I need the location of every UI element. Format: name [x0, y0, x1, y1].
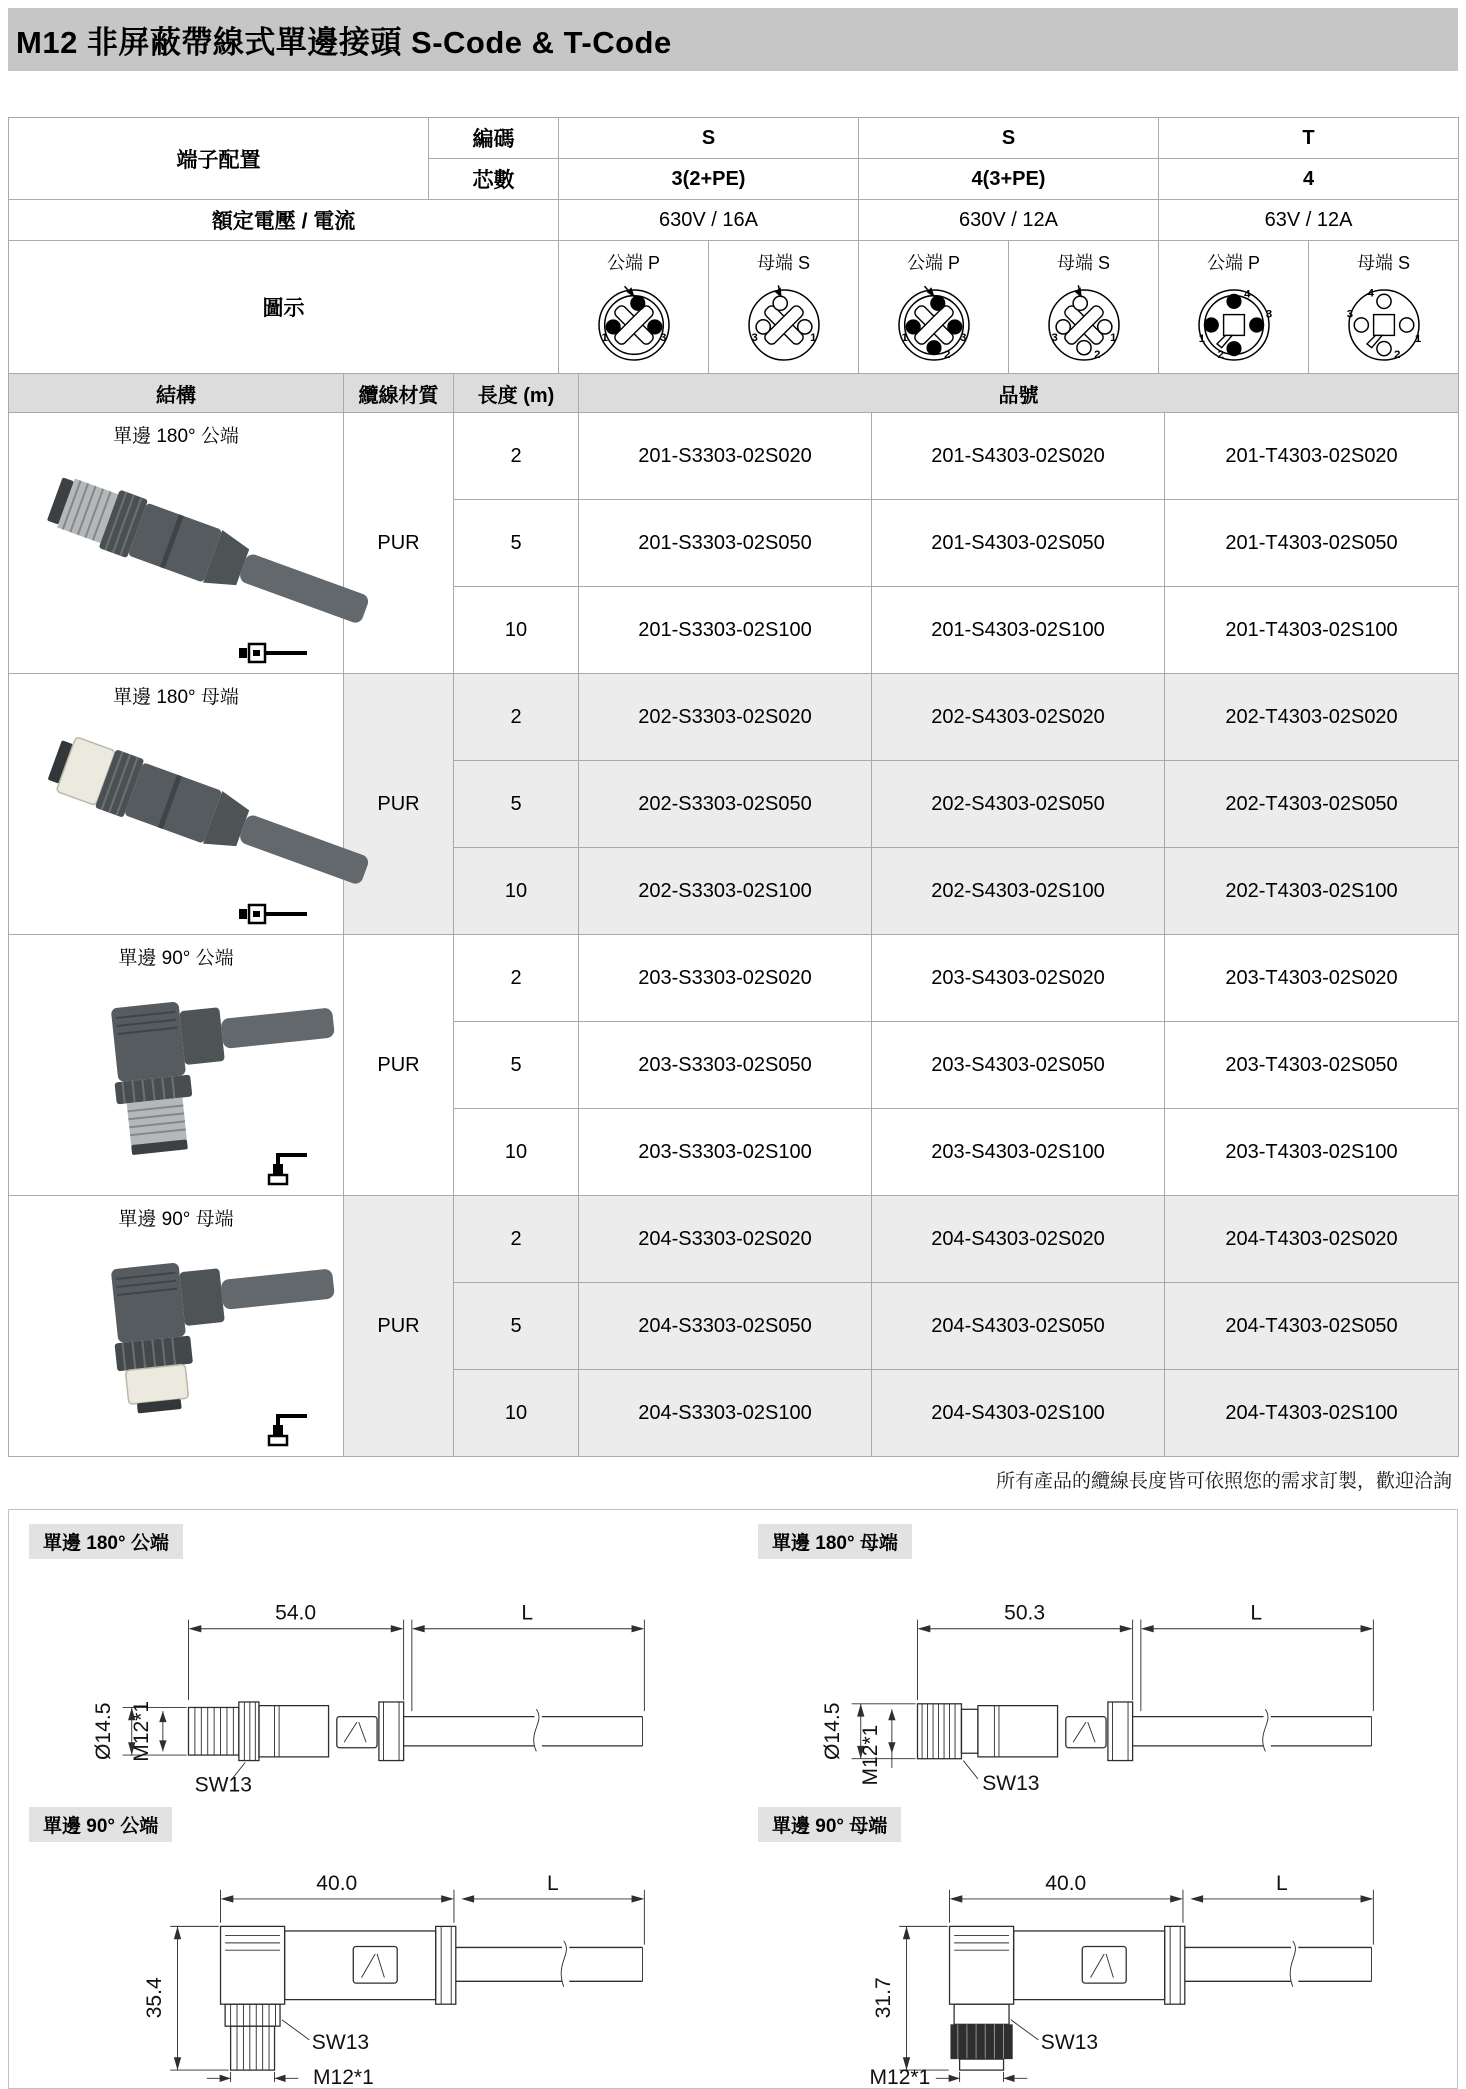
part-number-cell: 203-S4303-02S020 [872, 935, 1165, 1022]
rating-label: 額定電壓 / 電流 [9, 200, 559, 241]
pinout-cell [709, 241, 859, 374]
svg-text:35.4: 35.4 [143, 1977, 167, 2019]
connector-face-t4-female-icon [1332, 277, 1436, 373]
part-number-cell: 202-S3303-02S100 [579, 848, 872, 935]
part-number-cell: 201-S3303-02S020 [579, 413, 872, 500]
length-cell: 5 [454, 1022, 579, 1109]
drawing-label: 單邊 180° 公端 [29, 1524, 183, 1559]
connector-photo-180-female [21, 711, 331, 897]
part-number-cell: 202-S4303-02S100 [872, 848, 1165, 935]
svg-text:SW13: SW13 [982, 1771, 1040, 1795]
svg-text:L: L [521, 1601, 534, 1625]
svg-text:Ø14.5: Ø14.5 [820, 1702, 844, 1760]
length-cell: 5 [454, 1283, 579, 1370]
rating-value: 630V / 12A [859, 200, 1159, 241]
plug-schematic-180-icon [239, 902, 309, 926]
part-number-cell: 203-S4303-02S050 [872, 1022, 1165, 1109]
svg-text:1: 1 [1109, 332, 1116, 345]
part-number-cell: 201-S3303-02S050 [579, 500, 872, 587]
material-header: 纜線材質 [344, 374, 454, 413]
female-end-label: 母端 S [1056, 253, 1110, 273]
connector-photo-180-male [21, 450, 331, 636]
structure-title: 單邊 180° 母端 [113, 687, 239, 708]
connector-face-s4-male-icon [882, 277, 986, 373]
connector-photo-90-male [21, 972, 331, 1158]
svg-text:M12*1: M12*1 [869, 2065, 931, 2089]
svg-text:Ø14.5: Ø14.5 [91, 1702, 115, 1760]
spec-table [8, 117, 1459, 374]
cores-value: 4 [1159, 159, 1459, 200]
part-number-cell: 204-S4303-02S050 [872, 1283, 1165, 1370]
part-number-cell: 202-T4303-02S020 [1165, 674, 1459, 761]
drawing-90-female [746, 1803, 1449, 2089]
structure-header: 結構 [9, 374, 344, 413]
svg-text:40.0: 40.0 [1045, 1871, 1087, 1895]
drawing-label: 單邊 90° 母端 [758, 1807, 901, 1842]
part-number-cell: 204-S3303-02S020 [579, 1196, 872, 1283]
code-value: S [559, 118, 859, 159]
svg-text:L: L [546, 1871, 559, 1895]
length-cell: 2 [454, 1196, 579, 1283]
dimension-drawing-90-male [17, 1844, 717, 2089]
part-number-cell: 202-T4303-02S100 [1165, 848, 1459, 935]
length-cell: 2 [454, 674, 579, 761]
part-number-cell: 202-S4303-02S050 [872, 761, 1165, 848]
pinout-cell [1309, 241, 1459, 374]
structure-title: 單邊 90° 母端 [118, 1209, 234, 1230]
part-number-cell: 204-S3303-02S050 [579, 1283, 872, 1370]
svg-text:4: 4 [1243, 288, 1250, 301]
length-cell: 5 [454, 761, 579, 848]
svg-text:3: 3 [959, 332, 966, 345]
structure-cell [9, 674, 344, 935]
svg-text:1: 1 [1198, 333, 1205, 346]
connector-face-s3-male-icon [582, 277, 686, 373]
connector-face-s4-female-icon [1032, 277, 1136, 373]
structure-title: 單邊 180° 公端 [113, 426, 239, 447]
drawing-label: 單邊 90° 公端 [29, 1807, 172, 1842]
male-end-label: 公端 P [606, 253, 660, 273]
part-number-cell: 204-T4303-02S100 [1165, 1370, 1459, 1457]
svg-text:50.3: 50.3 [1004, 1601, 1046, 1625]
svg-text:3: 3 [1346, 308, 1353, 321]
length-header: 長度 (m) [454, 374, 579, 413]
plug-schematic-180-icon [239, 641, 309, 665]
length-cell: 10 [454, 587, 579, 674]
material-cell: PUR [344, 413, 454, 674]
pinout-cell [1009, 241, 1159, 374]
part-number-cell: 204-T4303-02S050 [1165, 1283, 1459, 1370]
connector-photo-90-female [21, 1233, 331, 1419]
pinout-cell [859, 241, 1009, 374]
drawing-180-female [746, 1520, 1449, 1799]
length-cell: 2 [454, 935, 579, 1022]
part-number-cell: 204-S4303-02S100 [872, 1370, 1165, 1457]
part-number-cell: 204-T4303-02S020 [1165, 1196, 1459, 1283]
part-number-cell: 201-S3303-02S100 [579, 587, 872, 674]
pinout-cell [1159, 241, 1309, 374]
svg-text:M12*1: M12*1 [312, 2065, 374, 2089]
svg-text:2: 2 [943, 349, 950, 362]
part-number-cell: 202-S3303-02S050 [579, 761, 872, 848]
svg-text:40.0: 40.0 [316, 1871, 358, 1895]
svg-text:3: 3 [1265, 308, 1272, 321]
part-number-cell: 201-T4303-02S020 [1165, 413, 1459, 500]
part-number-cell: 203-T4303-02S020 [1165, 935, 1459, 1022]
length-cell: 10 [454, 848, 579, 935]
terminal-config-label: 端子配置 [9, 118, 429, 200]
svg-text:3: 3 [659, 332, 666, 345]
dimension-drawing-180-female [746, 1561, 1446, 1799]
female-end-label: 母端 S [756, 253, 810, 273]
svg-text:2: 2 [1217, 349, 1224, 362]
svg-text:SW13: SW13 [194, 1773, 252, 1797]
svg-text:54.0: 54.0 [275, 1601, 317, 1625]
part-number-cell: 204-S4303-02S020 [872, 1196, 1165, 1283]
svg-text:3: 3 [751, 332, 758, 345]
svg-text:2: 2 [1093, 349, 1100, 362]
code-value: T [1159, 118, 1459, 159]
svg-text:1: 1 [601, 332, 608, 345]
pinout-cell [559, 241, 709, 374]
svg-text:M12*1: M12*1 [859, 1724, 883, 1786]
custom-length-note: 所有產品的纜線長度皆可依照您的需求訂製，歡迎洽詢 [995, 1471, 1452, 1492]
svg-text:SW13: SW13 [311, 2031, 370, 2055]
rating-value: 63V / 12A [1159, 200, 1459, 241]
cores-value: 4(3+PE) [859, 159, 1159, 200]
part-number-cell: 204-S3303-02S100 [579, 1370, 872, 1457]
part-number-cell: 202-S3303-02S020 [579, 674, 872, 761]
svg-text:31.7: 31.7 [872, 1977, 896, 2019]
svg-text:L: L [1250, 1601, 1263, 1625]
part-number-cell: 202-S4303-02S020 [872, 674, 1165, 761]
structure-title: 單邊 90° 公端 [118, 948, 234, 969]
part-number-header: 品號 [579, 374, 1459, 413]
drawing-90-male [17, 1803, 720, 2089]
part-number-cell: 201-S4303-02S100 [872, 587, 1165, 674]
part-number-cell: 201-S4303-02S020 [872, 413, 1165, 500]
part-number-cell: 203-S3303-02S050 [579, 1022, 872, 1109]
svg-text:SW13: SW13 [1040, 2031, 1099, 2055]
connector-face-t4-male-icon [1182, 277, 1286, 373]
part-number-cell: 203-S4303-02S100 [872, 1109, 1165, 1196]
svg-text:1: 1 [901, 332, 908, 345]
svg-text:1: 1 [809, 332, 816, 345]
structure-cell [9, 935, 344, 1196]
material-cell: PUR [344, 1196, 454, 1457]
cores-label: 芯數 [429, 159, 559, 200]
male-end-label: 公端 P [1206, 253, 1260, 273]
code-value: S [859, 118, 1159, 159]
code-label: 編碼 [429, 118, 559, 159]
svg-text:L: L [1275, 1871, 1288, 1895]
plug-schematic-90-icon [263, 1410, 309, 1448]
part-number-cell: 203-S3303-02S020 [579, 935, 872, 1022]
length-cell: 10 [454, 1109, 579, 1196]
part-number-cell: 203-S3303-02S100 [579, 1109, 872, 1196]
length-cell: 5 [454, 500, 579, 587]
connector-face-s3-female-icon [732, 277, 836, 373]
male-end-label: 公端 P [906, 253, 960, 273]
drawing-label: 單邊 180° 母端 [758, 1524, 912, 1559]
svg-text:1: 1 [1414, 333, 1421, 346]
length-cell: 2 [454, 413, 579, 500]
svg-text:3: 3 [1051, 332, 1058, 345]
material-cell: PUR [344, 935, 454, 1196]
dimension-drawing-180-male [17, 1561, 717, 1799]
page-title: M12 非屏蔽帶線式單邊接頭 S-Code & T-Code [8, 8, 1458, 71]
part-number-cell: 201-T4303-02S050 [1165, 500, 1459, 587]
part-number-cell: 203-T4303-02S050 [1165, 1022, 1459, 1109]
svg-text:2: 2 [1393, 349, 1400, 362]
svg-text:M12*1: M12*1 [130, 1700, 154, 1762]
svg-text:4: 4 [1367, 287, 1374, 300]
part-number-cell: 201-S4303-02S050 [872, 500, 1165, 587]
material-cell: PUR [344, 674, 454, 935]
structure-cell [9, 413, 344, 674]
diagram-label: 圖示 [9, 241, 559, 374]
part-number-cell: 201-T4303-02S100 [1165, 587, 1459, 674]
length-cell: 10 [454, 1370, 579, 1457]
plug-schematic-90-icon [263, 1149, 309, 1187]
drawing-180-male [17, 1520, 720, 1799]
female-end-label: 母端 S [1356, 253, 1410, 273]
product-table [8, 373, 1459, 1457]
part-number-cell: 203-T4303-02S100 [1165, 1109, 1459, 1196]
part-number-cell: 202-T4303-02S050 [1165, 761, 1459, 848]
rating-value: 630V / 16A [559, 200, 859, 241]
cores-value: 3(2+PE) [559, 159, 859, 200]
technical-drawings-panel [8, 1509, 1458, 2089]
structure-cell [9, 1196, 344, 1457]
dimension-drawing-90-female [746, 1844, 1446, 2089]
